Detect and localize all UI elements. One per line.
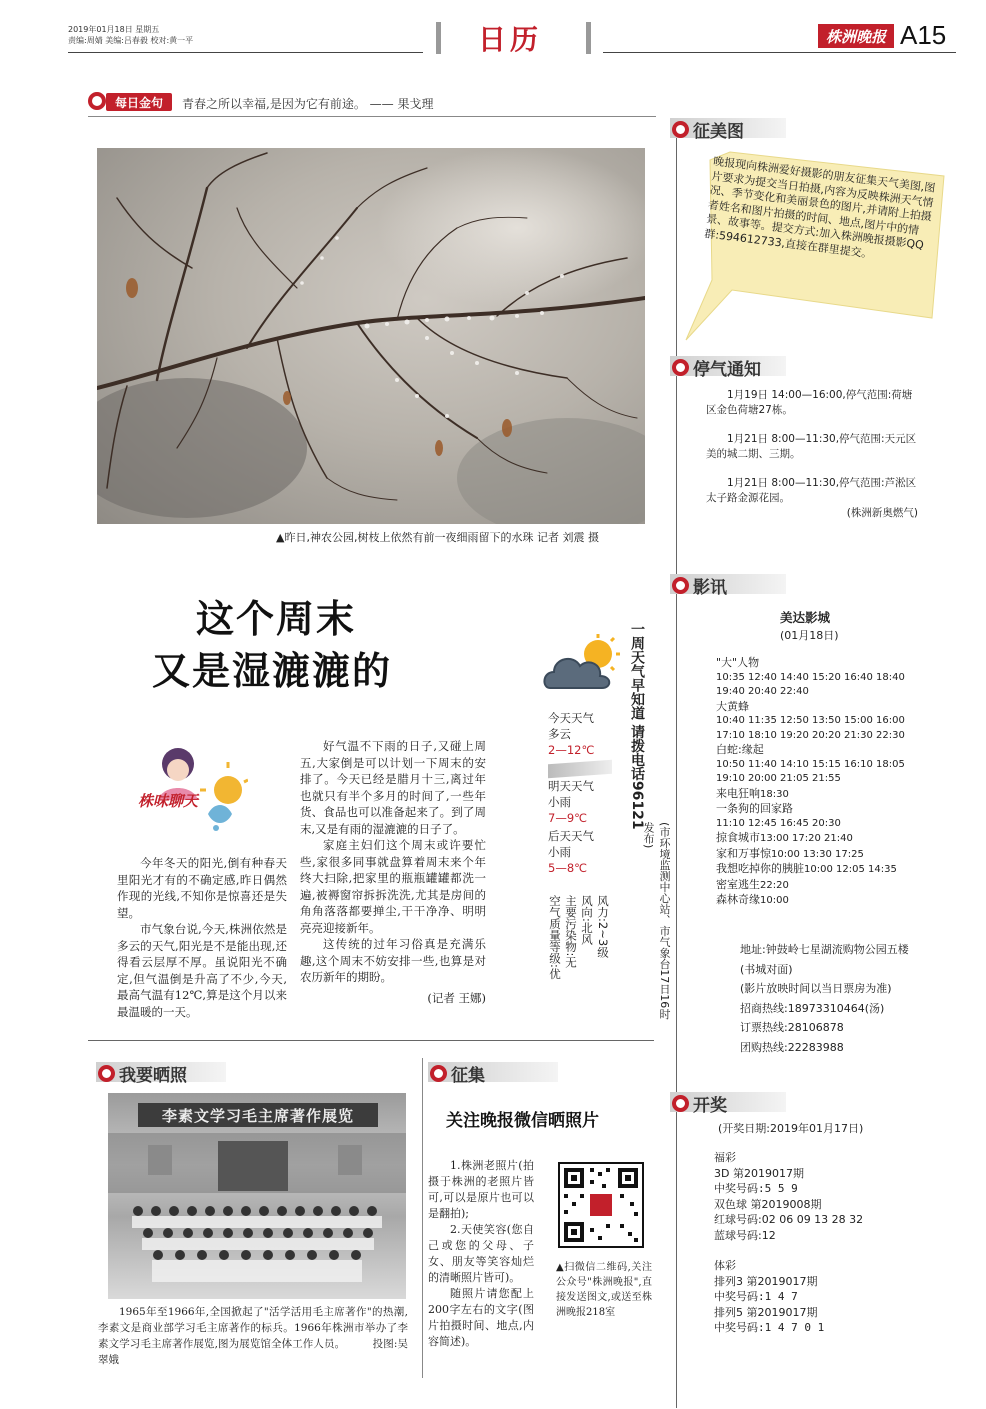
photo-contest-bubble [672, 140, 954, 352]
cinema-note: (影片放映时间以当日票房为准) [740, 982, 892, 995]
header-editors: 责编:周婧 美编:吕春毅 校对:黄一平 [68, 36, 194, 45]
article-col2-p2: 家庭主妇们这个周末或许要忙些,家很多同事就盘算着周末来个年终大扫除,把家里的瓶瓶罐罐都洗一遍,被褥窗帘拆拆洗洗,尤其是房间的角角落落都要掸尘,干干净净、明明亮亮迎接新年。 [300, 838, 486, 935]
movie-times: 10:00 12:05 14:35 [804, 864, 897, 875]
weather-misc [548, 895, 610, 995]
movie-name: 森林奇缘 [716, 893, 760, 906]
power-item-1: 1月19日 14:00—16:00,停气范围:荷塘区金色荷塘27栋。 [706, 389, 913, 416]
movie-times: 13:00 17:20 21:40 [760, 833, 853, 844]
qr-code[interactable] [558, 1162, 644, 1248]
weather-pollutant: 主要污染物:无 [564, 895, 578, 968]
photo-contest-heading [672, 117, 744, 142]
collect-heading [430, 1061, 485, 1086]
lottery-line: 排列3 第2019017期 [714, 1274, 818, 1288]
weather-divider-1 [548, 760, 612, 778]
lottery-line: 中奖号码:5 5 9 [714, 1182, 798, 1195]
power-heading [672, 355, 761, 380]
article-col2 [300, 738, 486, 1006]
old-photo-caption [98, 1304, 408, 1368]
show-photo-dot [98, 1065, 115, 1082]
movie-name: 掠食城市 [716, 831, 760, 844]
weather-today-label: 今天天气 [548, 711, 594, 725]
weather-icon [540, 632, 622, 694]
weather-tomorrow [548, 778, 594, 826]
lottery-line: 蓝球号码:12 [714, 1228, 776, 1242]
movie-item [716, 700, 916, 744]
paper-logo: 株洲晚报 [818, 24, 894, 48]
movie-item [716, 787, 916, 803]
cinema-info [740, 940, 920, 1057]
article-col2-p3: 这传统的过年习俗真是充满乐趣,这个周末不妨安排一些,也算是对农历新年的期盼。 [300, 937, 486, 984]
show-photo-title: 我要晒照 [119, 1066, 187, 1086]
lottery-date: (开奖日期:2019年01月17日) [718, 1122, 864, 1135]
photo-caption: ▲昨日,神农公园,树枝上依然有前一夜细雨留下的水珠 记者 刘震 摄 [276, 531, 599, 544]
weather-vertical-source: (市环境监测中心站、市气象台17日16时发布) [642, 822, 671, 1020]
qr-caption: ▲扫微信二维码,关注公众号"株洲晚报",直接发送图文,或送至株洲晚报218室 [556, 1262, 652, 1318]
lottery-line: 体彩 [714, 1259, 736, 1272]
photo-contest-dot [672, 121, 689, 138]
lottery-title: 开奖 [693, 1096, 727, 1116]
movie-times: 10:00 13:30 17:25 [771, 848, 864, 860]
photo-contest-title: 征美图 [693, 122, 744, 142]
main-photo [97, 148, 645, 524]
bottom-section-rule [88, 1040, 654, 1041]
weather-after [548, 828, 594, 876]
movie-name: 白蛇:缘起 [716, 743, 764, 756]
movie-item [716, 893, 916, 909]
collect-item-1: 1.株洲老照片(拍摄于株洲的老照片皆可,可以是原片也可以是翻拍); [428, 1159, 534, 1220]
branch-drawing [97, 148, 645, 524]
lottery-heading [672, 1091, 727, 1116]
power-dot [672, 359, 689, 376]
old-photo-banner: 李素文学习毛主席著作展览 [138, 1103, 378, 1127]
weather-tomorrow-cond: 小雨 [548, 795, 571, 809]
lottery-line: 排列5 第2019017期 [714, 1305, 818, 1319]
cinema-name: 美达影城 [780, 610, 831, 625]
collect-item-2: 2.天使笑容(您自己或您的父母、子女、朋友等笑容灿烂的清晰照片皆可)。 [428, 1223, 534, 1284]
header-rule-right [603, 52, 956, 53]
movie-item [716, 743, 916, 787]
movie-times: 18:30 [760, 788, 789, 800]
movie-name: 密室逃生 [716, 877, 760, 891]
cloud-sun-icon [540, 632, 622, 694]
movie-name: 一条狗的回家路 [716, 802, 793, 815]
cinema-address: 地址:钟鼓岭七星湖流购物公园五楼(书城对面) [740, 943, 909, 976]
column-logo [128, 742, 248, 834]
movie-item [716, 656, 916, 700]
old-group-photo [108, 1093, 406, 1299]
quote-text: 青春之所以幸福,是因为它有前途。 —— 果戈理 [182, 97, 434, 111]
weather-today-cond: 多云 [548, 727, 571, 741]
movie-item [716, 862, 916, 878]
power-source: (株洲新奥燃气) [846, 507, 918, 519]
header-bar-right [586, 22, 591, 54]
qr-code-icon [560, 1164, 642, 1246]
old-photo-caption-text: 1965年至1966年,全国掀起了"活学活用毛主席著作"的热潮,李素文是商业部学习毛主席著作的标兵。1966年株洲市举办了李素文学习毛主席著作展览,图为展览馆全体工作人员。 [98, 1306, 408, 1350]
movie-name: 家和万事惊 [716, 846, 771, 860]
old-photo-scene [108, 1093, 406, 1299]
column-logo-art [128, 742, 248, 834]
article-col2-p1: 好气温不下雨的日子,又碰上周五,大家倒是可以计划一下周末的安排了。今天已经是腊月十三,离过年也就只有半个多月的时间了,一些年货、食品也可以准备起来了。到了周末,又是有雨的湿漉漉的日子了。 [300, 739, 486, 836]
article-col1-p1: 今年冬天的阳光,倒有种春天里阳光才有的不确定感,昨日偶然作现的光线,不知你是惊喜还是失望。 [117, 856, 287, 920]
lottery-line: 中奖号码:1 4 7 [714, 1290, 798, 1303]
collect-items [428, 1158, 534, 1350]
quote-tag: 每日金句 [106, 93, 172, 111]
collect-divider [422, 1058, 423, 1378]
cinema-hotline-3: 团购热线:22283988 [740, 1040, 844, 1054]
article-byline: (记者 王娜) [427, 990, 486, 1005]
quote-rule [88, 116, 656, 117]
lottery-line: 中奖号码:1 4 7 0 1 [714, 1321, 825, 1334]
old-photo-credit: 投图:吴翠娥 [98, 1338, 408, 1366]
lottery-spacer [714, 1243, 914, 1258]
movie-times: 10:00 [760, 895, 789, 906]
weather-after-temp: 5—8℃ [548, 861, 588, 875]
page-number: A15 [900, 20, 947, 50]
section-title: 日历 [478, 23, 543, 56]
movie-name: 我想吃掉你的胰脏 [716, 862, 804, 875]
movies-title: 影讯 [693, 578, 727, 598]
lottery-results [714, 1150, 914, 1336]
photo-contest-text: 晚报现向株洲爱好摄影的朋友征集天气美图,图片要求为提交当日拍摄,内容为反映株洲天气情况、季节变化和美丽景色的图片,并请附上拍摄者姓名和图片拍摄的时间、地点,图片中的情景、故事等。提交方式:加入株洲晚报摄影QQ群:594612733,直接在群里提交。 [703, 154, 936, 261]
collect-item-3: 随照片请您配上200字左右的文字(图片拍摄时间、地点,内容简述)。 [428, 1287, 534, 1348]
movie-item [716, 831, 916, 847]
article-col1-p2: 市气象台说,今天,株洲依然是多云的天气,阳光是不是能出现,还得看云层厚不厚。虽说阳光不确定,但气温倒是升高了不少,今天,最高气温有12℃,算是这个月以来最温暖的一天。 [117, 922, 287, 1019]
weather-tomorrow-temp: 7—9℃ [548, 811, 588, 825]
header-bar-left [436, 22, 441, 54]
weather-aqi: 空气质量等级:优 [548, 895, 562, 980]
collect-dot [430, 1065, 447, 1082]
movie-times: 10:35 12:40 14:40 15:20 16:40 18:40 19:40 20:40 22:40 [716, 671, 905, 697]
movie-name: "大"人物 [716, 656, 760, 669]
header-rule-left [68, 52, 423, 53]
weather-wind: 风力:2~3级 [596, 895, 610, 958]
weather-after-cond: 小雨 [548, 845, 571, 859]
collect-headline: 关注晚报微信晒照片 [446, 1111, 599, 1131]
column-logo-text: 株味聊天 [138, 792, 199, 810]
weather-after-label: 后天天气 [548, 829, 594, 843]
weather-tomorrow-label: 明天天气 [548, 779, 594, 793]
lottery-line: 红球号码:02 06 09 13 28 32 [714, 1213, 864, 1226]
collect-title: 征集 [451, 1066, 485, 1086]
movies-heading [672, 573, 727, 598]
weather-wind-dir: 风向:北风 [580, 895, 594, 945]
lottery-line: 3D 第2019017期 [714, 1166, 804, 1180]
cinema-date: (01月18日) [780, 629, 839, 642]
movie-times: 11:10 12:45 16:45 20:30 [716, 817, 841, 829]
power-title: 停气通知 [693, 360, 761, 380]
quote-dot [88, 92, 106, 110]
movie-name: 来电狂响 [716, 786, 760, 800]
movie-item [716, 847, 916, 863]
movie-times: 10:50 11:40 14:10 15:15 16:10 18:05 19:10 20:00 21:05 21:55 [716, 758, 905, 784]
cinema-hotline-2: 订票热线:28106878 [740, 1021, 844, 1034]
movie-times: 10:40 11:35 12:50 13:50 15:00 16:00 17:10 18:10 19:20 20:20 21:30 22:30 [716, 715, 905, 741]
movie-times: 22:20 [760, 879, 789, 891]
power-item-3: 1月21日 8:00—11:30,停气范围:芦淞区太子路金源花园。 [706, 477, 917, 504]
movies-dot [672, 577, 689, 594]
show-photo-heading [98, 1061, 187, 1086]
movie-list [716, 656, 916, 909]
weather-today-temp: 2—12℃ [548, 743, 595, 757]
power-list [706, 388, 918, 521]
movie-item [716, 802, 916, 831]
header-date: 2019年01月18日 星期五 [68, 25, 160, 34]
lottery-line: 福彩 [714, 1151, 736, 1164]
power-item-2: 1月21日 8:00—11:30,停气范围:天元区美的城二期、三期。 [706, 433, 917, 460]
cinema-hotline-1: 招商热线:18973310464(汤) [740, 1001, 885, 1015]
weather-vertical-title: 一周天气早知道 请拨电话96121 [629, 622, 645, 830]
headline-line2: 又是湿漉漉的 [152, 649, 393, 693]
lottery-line: 双色球 第2019008期 [714, 1197, 822, 1211]
movie-name: 大黄蜂 [716, 699, 749, 713]
movie-item [716, 878, 916, 894]
headline-line1: 这个周末 [196, 597, 357, 641]
article-col1 [117, 855, 287, 1020]
weather-today [548, 710, 594, 758]
lottery-dot [672, 1095, 689, 1112]
